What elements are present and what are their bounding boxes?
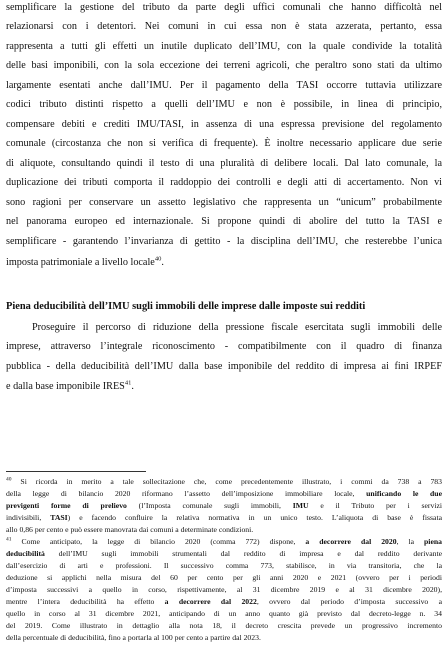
footnote-text: mentre l’intera deducibilità ha effetto (6, 597, 165, 606)
footnote-bold-text: a decorrere dal 2020 (305, 537, 397, 546)
footnote-text: Si ricorda in merito a tale sollecitazione che, come precedentemente illustrato, i commi da 738 a 783 (11, 477, 442, 486)
footnote-text: Come anticipato, la legge di bilancio 2020 (comma 772) dispone, (11, 537, 306, 546)
footnote-bold-text: IMU (292, 501, 309, 510)
footnote-40-line (6, 476, 442, 488)
paragraph-1-line: codici tributo distinti rispetto a quelli dell’IMU e non è possibile, in linea di principio, (6, 99, 442, 110)
footnote-41-line: dall’esercizio di arti e professioni. Il successivo comma 773, stabilisce, in via transitoria, che la (6, 561, 442, 570)
footnote-text: e il Tributo per i servizi (308, 501, 442, 510)
paragraph-2-line: imprese, attraverso l’integrale riconoscimento - compatibilmente con il quadro di finanza (6, 341, 442, 352)
paragraph-1-line: duplicazione dei tributi comporta il raddoppio dei controlli e degli atti di accertamento. Non vi (6, 177, 442, 188)
footnote-40-line (6, 488, 442, 500)
footnote-text: dell’IMU sugli immobili strumentali dal reddito di impresa e dal reddito derivante (44, 549, 442, 558)
footnote-41-line (6, 596, 442, 608)
paragraph-1-line: di aliquote, consultando quindi il testo di una pluralità di delibere locali. Dal lato comunale, la (6, 158, 442, 169)
footnote-41-line: d’imposta successivi a quello in corso, rispettivamente, al 31 dicembre 2019 e al 31 dicembre 2020), (6, 585, 442, 594)
paragraph-1-line: largamente esentati anche dall’IMU. Per il pagamento della TASI occorre tuttavia utilizzare (6, 80, 442, 91)
section-heading: Piena deducibilità dell’IMU sugli immobili delle imprese dalle imposte sui redditi (6, 301, 366, 312)
footnote-40-line (6, 500, 442, 512)
footnote-text: della legge di bilancio 2020 riformano l’assetto dell’imposizione immobiliare locale, (6, 489, 367, 498)
paragraph-1-line: delle basi imponibili, con la sola eccezione dei terreni agricoli, che peraltro sono stati da ultimo (6, 60, 442, 71)
footnote-text: ) e facendo confluire la relativa normativa in un unico testo. L’aliquota di base è fissata (67, 513, 442, 522)
paragraph-2-line: pubblica - della deducibilità dell’IMU dalla base imponibile del reddito di impresa ai fini IRPEF (6, 361, 442, 372)
footnote-bold-text: TASI (50, 513, 68, 522)
footnote-40-line (6, 512, 442, 524)
footnote-40-line: allo 0,86 per cento e può essere manovrata dai comuni a determinate condizioni. (6, 525, 254, 534)
footnote-text: , la (396, 537, 425, 546)
footnote-bold-text: deducibilità (6, 549, 45, 558)
footnote-ref-41[interactable]: 41 (124, 380, 132, 387)
footnote-41-line: deduzione si applichi nella misura del 60 per cento per gli anni 2020 e 2021 (ovvero per i periodi (6, 573, 442, 582)
footnote-40-number: 40 (6, 476, 12, 483)
paragraph-1-line: relazionarsi con i detentori. Nei comuni in cui essa non è stata azzerata, pertanto, essa (6, 21, 442, 32)
footnote-41-number: 41 (6, 536, 12, 543)
footnote-41-line (6, 536, 442, 548)
paragraph-2-line: Proseguire il percorso di riduzione della pressione fiscale esercitata sugli immobili delle (32, 322, 442, 333)
footnote-separator (6, 471, 146, 472)
footnote-bold-text: unificando le due (366, 489, 442, 498)
footnote-bold-text: a decorrere dal 2022 (164, 597, 257, 606)
paragraph-1-line: compensare debiti e crediti IMU/TASI, in assenza di una espressa previsione del regolamento (6, 119, 442, 130)
footnote-ref-40[interactable]: 40 (154, 256, 162, 263)
paragraph-1-last-line: imposta patrimoniale a livello locale$^{40}$. (6, 256, 164, 268)
footnote-41-line (6, 548, 442, 560)
footnote-41-line: del 2019. Come illustrato in dettaglio alla nota 18, il decreto crescita prevede un progressivo incremento (6, 621, 442, 630)
footnote-text: indivisibili, (6, 513, 51, 522)
footnote-41-line: della percentuale di deducibilità, fino a portarla al 100 per cento a partire dal 2023. (6, 633, 261, 642)
paragraph-2-last-line: e dalla base imponibile IRES$^{41}$. (6, 380, 134, 392)
paragraph-1-line: nel panorama europeo ed internazionale. Si propone quindi di abolire del tutto la TASI e (6, 216, 442, 227)
paragraph-1-last-text: imposta patrimoniale a livello locale (6, 257, 155, 268)
paragraph-1-line: comunale (circostanza che non si verifica di frequente). È inoltre necessario applicare due serie (6, 138, 442, 149)
paragraph-2-last-text: e dalla base imponibile IRES (6, 381, 125, 392)
footnote-bold-text: piena (424, 537, 442, 546)
paragraph-1-line: rappresenta a tutti gli effetti un inutile duplicato dell’IMU, con la quale condivide la totalità (6, 41, 442, 52)
footnote-text: , ovvero dal periodo d’imposta successivo a (256, 597, 442, 606)
paragraph-1-line: sono ragioni per conservare un assetto legislativo che rappresenta un “unicum” probabilmente (6, 197, 442, 208)
footnote-41-line: quello in corso al 31 dicembre 2021, anticipando di un anno quanto già previsto dal decreto-legge n. 34 (6, 609, 442, 618)
paragraph-1-line: semplificare - garantendo l’invarianza di gettito - la disciplina dell’IMU, che resterebbe l’unica (6, 236, 442, 247)
footnote-bold-text: previgenti forme di prelievo (6, 501, 127, 510)
footnote-text: (l’Imposta comunale sugli immobili, (126, 501, 293, 510)
paragraph-1-line: semplificare la gestione del tributo da parte degli uffici comunali che hanno difficoltà nel (6, 2, 442, 13)
